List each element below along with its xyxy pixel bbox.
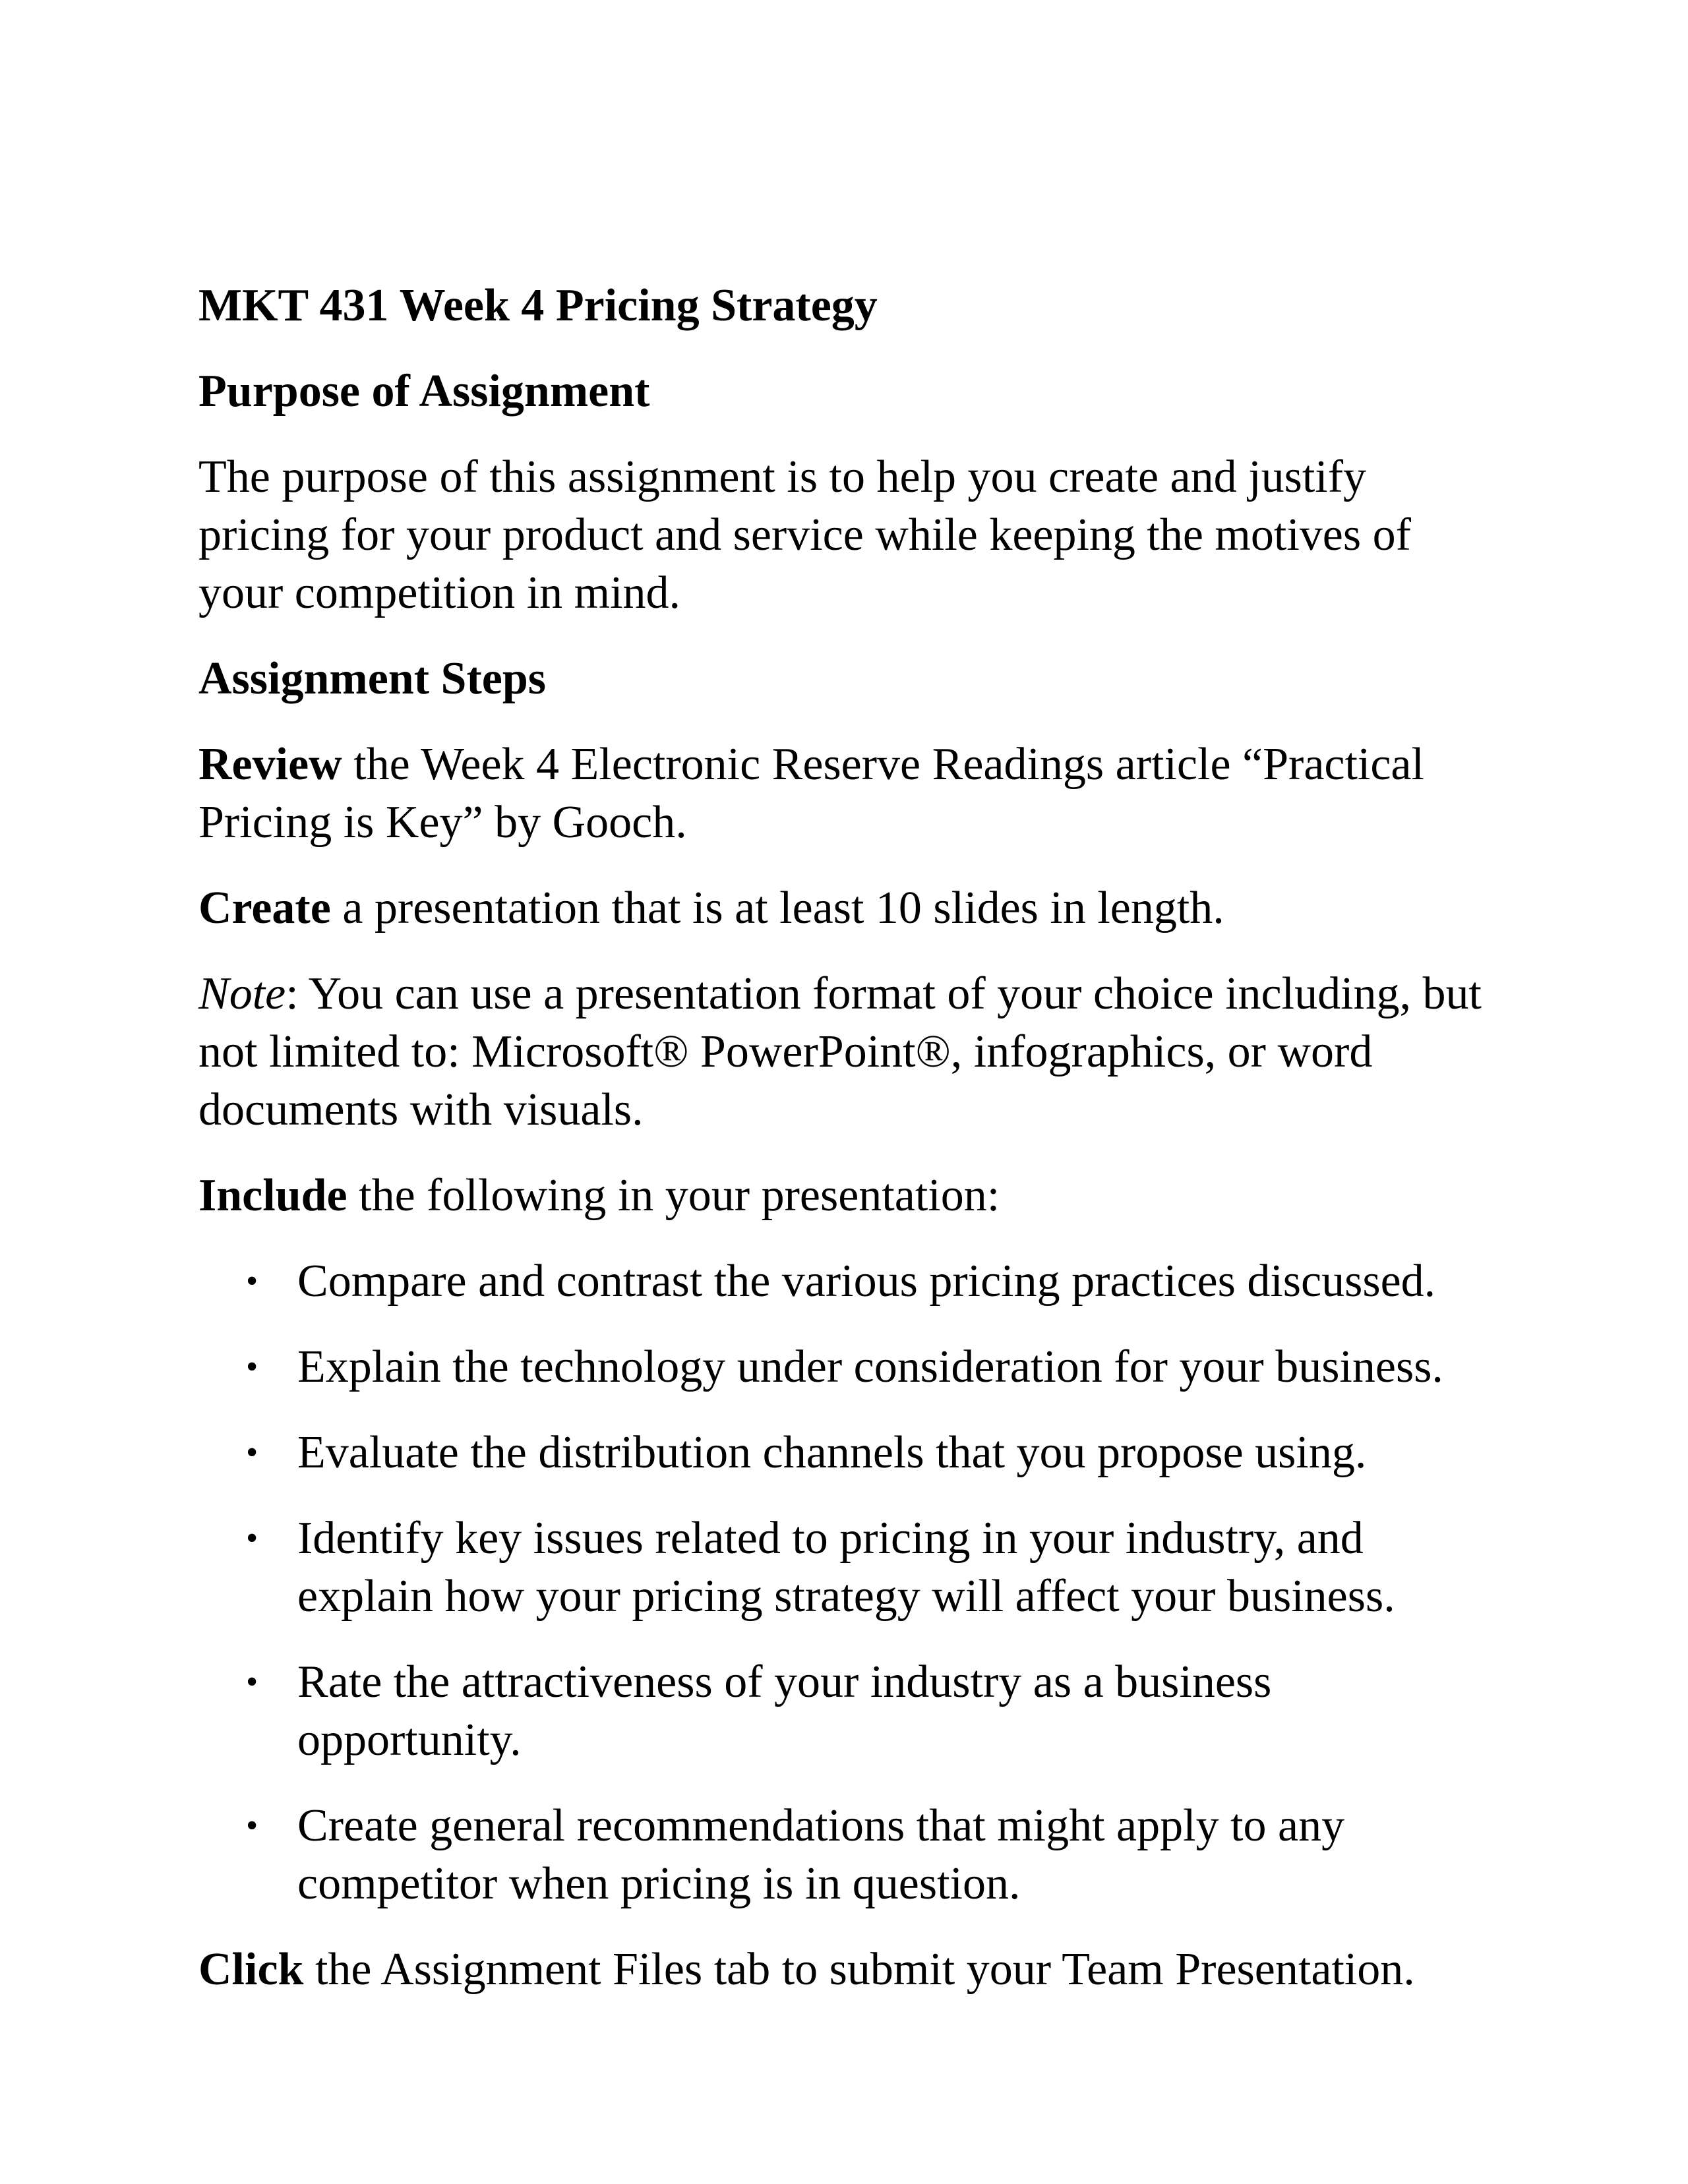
purpose-heading: Purpose of Assignment: [198, 366, 650, 417]
list-item-text: Rate the attractiveness of your industry as a business opportunity.: [297, 1657, 1272, 1765]
bullet-icon: •: [246, 1348, 258, 1386]
include-paragraph: [198, 1167, 1497, 1225]
list-item-text: Compare and contrast the various pricing practices discussed.: [297, 1256, 1436, 1307]
document-title: MKT 431 Week 4 Pricing Strategy: [198, 280, 878, 331]
create-text: a presentation that is at least 10 slides in length.: [330, 883, 1224, 933]
bullet-icon: •: [246, 1434, 258, 1471]
list-item: [198, 1797, 1497, 1913]
click-text: the Assignment Files tab to submit your Team Presentation.: [303, 1944, 1415, 1995]
steps-heading: Assignment Steps: [198, 653, 547, 704]
click-paragraph: [198, 1941, 1497, 1999]
purpose-paragraph: The purpose of this assignment is to help you create and justify pricing for your product and service while keeping the motives of your competition in mind.: [198, 452, 1411, 618]
list-item: [198, 1253, 1497, 1311]
create-lead: Create: [198, 883, 331, 933]
document-body: [198, 277, 1497, 2026]
requirements-list: [198, 1253, 1497, 1913]
note-paragraph: [198, 965, 1497, 1139]
bullet-icon: •: [246, 1663, 258, 1701]
include-lead: Include: [198, 1170, 347, 1221]
create-paragraph: [198, 879, 1497, 937]
click-lead: Click: [198, 1944, 304, 1995]
list-item: [198, 1338, 1497, 1396]
review-lead: Review: [198, 739, 342, 790]
list-item-text: Identify key issues related to pricing in your industry, and explain how your pricing strategy will affect your business.: [297, 1513, 1395, 1622]
note-lead: Note: [198, 968, 286, 1019]
review-paragraph: [198, 736, 1497, 852]
review-text: the Week 4 Electronic Reserve Readings article “Practical Pricing is Key” by Gooch.: [198, 739, 1424, 848]
list-item-text: Create general recommendations that might apply to any competitor when pricing is in question.: [297, 1800, 1345, 1909]
list-item: [198, 1510, 1497, 1626]
bullet-icon: •: [246, 1807, 258, 1845]
list-item-text: Explain the technology under consideration for your business.: [297, 1342, 1443, 1392]
include-text: the following in your presentation:: [347, 1170, 1000, 1221]
list-item: [198, 1653, 1497, 1769]
bullet-icon: •: [246, 1262, 258, 1300]
bullet-icon: •: [246, 1520, 258, 1557]
list-item: [198, 1424, 1497, 1482]
note-text: : You can use a presentation format of your choice including, but not limited to: Microsoft® PowerPoint®, infographics, or word documents with visuals.: [198, 968, 1482, 1135]
list-item-text: Evaluate the distribution channels that you propose using.: [297, 1427, 1367, 1478]
